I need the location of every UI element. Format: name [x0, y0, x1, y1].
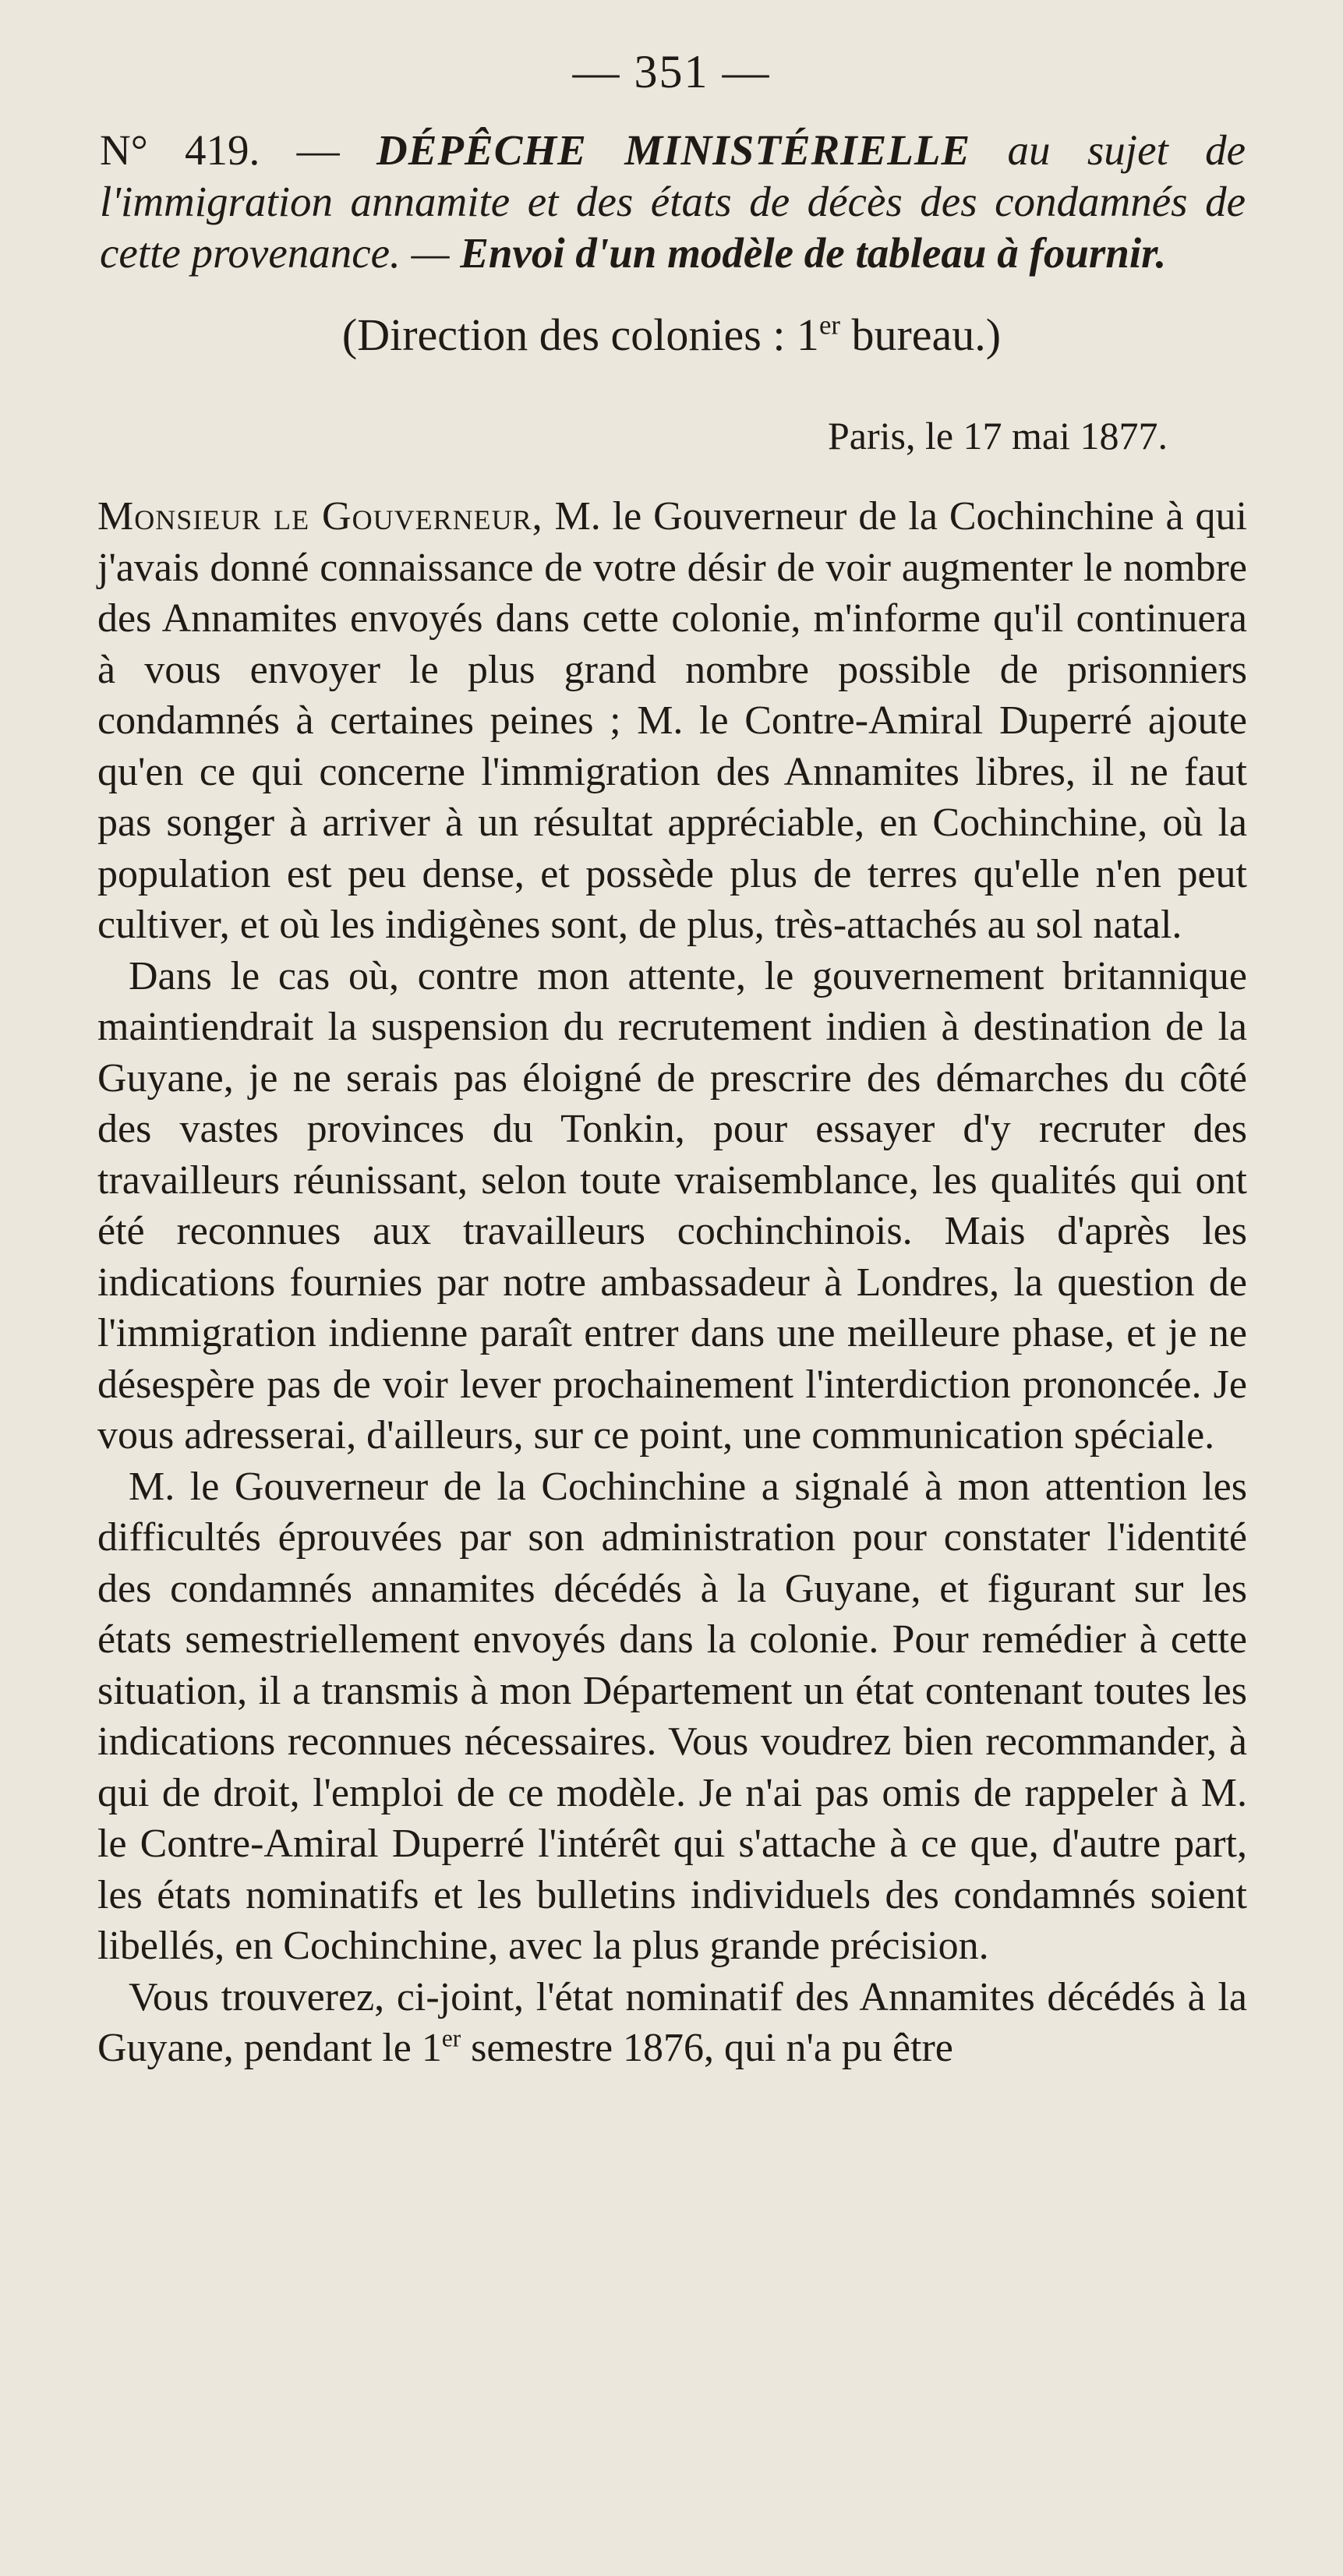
letter-body	[97, 491, 1247, 2074]
paragraph-4-text-before: Vous trouverez, ci-joint, l'état nominatif des Annamites décédés à la Guyane, pendant le 1	[97, 1974, 1247, 2070]
salutation: Monsieur le Gouverneur,	[97, 494, 543, 539]
document-subtitle: Envoi d'un modèle de tableau à fournir.	[460, 229, 1167, 277]
document-number: N° 419. —	[100, 126, 340, 174]
direction-line	[0, 309, 1343, 361]
paragraph-4-superscript: er	[441, 2024, 461, 2052]
document-title: DÉPÊCHE MINISTÉRIELLE	[376, 126, 971, 174]
heading-dash: —	[411, 229, 450, 277]
direction-superscript: er	[818, 309, 840, 341]
page-number: — 351 —	[572, 46, 771, 97]
paragraph-4-text-after: semestre 1876, qui n'a pu être	[461, 2026, 953, 2070]
paragraph-3: M. le Gouverneur de la Cochinchine a signalé à mon attention les difficultés éprouvées par son administration pour constater l'identité des condamnés annamites décédés à la Guyane, et figurant sur les états semestriellement envoyés dans la colonie. Pour remédier à cette situation, il a transmis à mon Département un état contenant toutes les indications reconnues nécessaires. Vous voudrez bien recommander, à qui de droit, l'emploi de ce modèle. Je n'ai pas omis de rappeler à M. le Contre-Amiral Duperré l'intérêt qui s'attache à ce que, d'autre part, les états nominatifs et les bulletins individuels des condamnés soient libellés, en Cochinchine, avec la plus grande précision.	[97, 1464, 1247, 1968]
paragraph-1	[97, 491, 1247, 951]
direction-text-after: bureau.)	[839, 309, 1002, 360]
paragraph-4	[97, 1972, 1247, 2074]
direction-text-before: (Direction des colonies : 1	[341, 309, 819, 360]
document-heading	[100, 125, 1246, 279]
document-subject: au sujet de l'immigration annamite et des états de décès des condamnés de cette provenance.	[100, 126, 1246, 277]
paragraph-2: Dans le cas où, contre mon attente, le gouvernement britannique maintiendrait la suspension du recrutement indien à destination de la Guyane, je ne serais pas éloigné de prescrire des démarches du côté des vastes provinces du Tonkin, pour essayer d'y recruter des travailleurs réunissant, selon toute vraisemblance, les qualités qui ont été reconnues aux travailleurs cochinchinois. Mais d'après les indications fournies par notre ambassadeur à Londres, la question de l'immigration indienne paraît entrer dans une meilleure phase, et je ne désespère pas de voir lever prochainement l'interdiction prononcée. Je vous adresserai, d'ailleurs, sur ce point, une communication spéciale.	[97, 953, 1247, 1458]
paragraph-1-text: M. le Gouverneur de la Cochinchine à qui j'avais donné connaissance de votre désir de voir augmenter le nombre des Annamites envoyés dans cette colonie, m'informe qu'il continuera à vous envoyer le plus grand nombre possible de prisonniers condamnés à certaines peines ; M. le Contre-Amiral Duperré ajoute qu'en ce qui concerne l'immigration des Annamites libres, il ne faut pas songer à arriver à un résultat appréciable, en Cochinchine, où la population est peu dense, et possède plus de terres qu'elle n'en peut cultiver, et où les indigènes sont, de plus, très-attachés au sol natal.	[97, 494, 1248, 947]
dateline: Paris, le 17 mai 1877.	[827, 414, 1168, 458]
